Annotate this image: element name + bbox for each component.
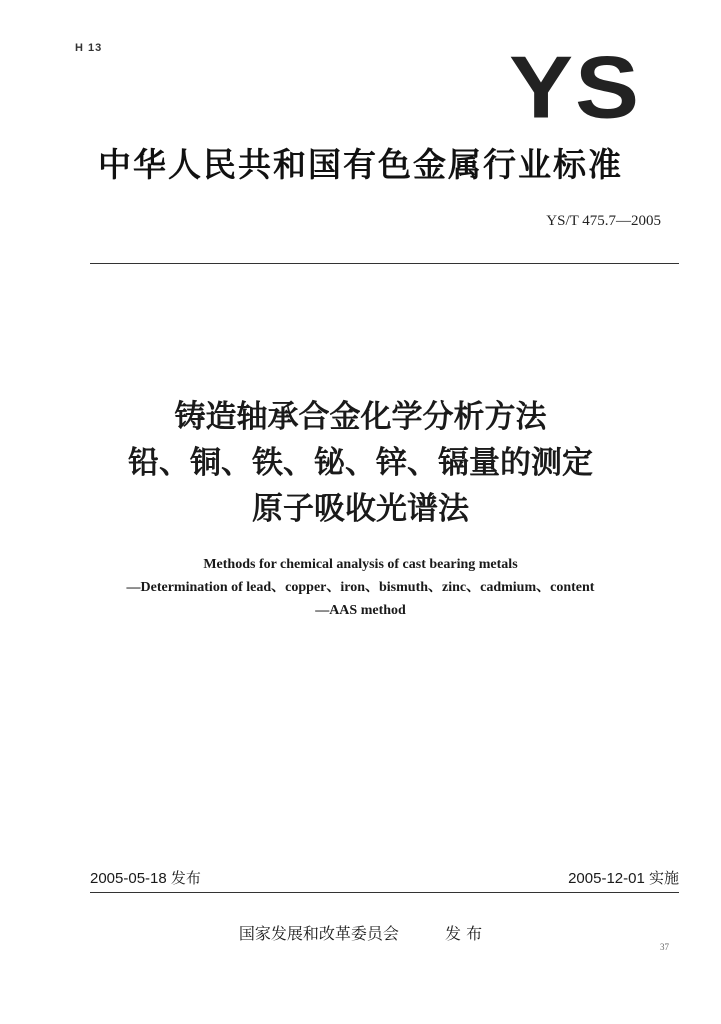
title-en-line-2: —Determination of lead、copper、iron、bismuth、zinc、cadmium、content <box>126 580 595 595</box>
issue-date: 2005-05-18 发布 <box>90 870 201 887</box>
standard-number: YS/T 475.7—2005 <box>546 213 661 229</box>
title-en-line-3: —AAS method <box>315 603 406 618</box>
issuer-name: 国家发展和改革委员会 <box>238 924 399 943</box>
title-zh-line-2: 铅、铜、铁、铋、锌、镉量的测定 <box>128 445 593 481</box>
standard-type-heading: 中华人民共和国有色金属行业标准 <box>98 145 623 184</box>
title-zh-line-1: 铸造轴承合金化学分析方法 <box>174 399 547 435</box>
header-divider <box>90 263 679 264</box>
ys-logo: YS <box>508 38 641 137</box>
effective-date: 2005-12-01 实施 <box>568 870 679 887</box>
classification-code: H 13 <box>75 42 103 54</box>
title-en-line-1: Methods for chemical analysis of cast bearing metals <box>203 557 518 572</box>
page-number: 37 <box>660 942 669 952</box>
issue-word: 发 布 <box>445 924 483 943</box>
issuer-line <box>0 921 721 944</box>
footer-divider <box>90 892 679 893</box>
title-zh-line-3: 原子吸收光谱法 <box>252 491 469 527</box>
